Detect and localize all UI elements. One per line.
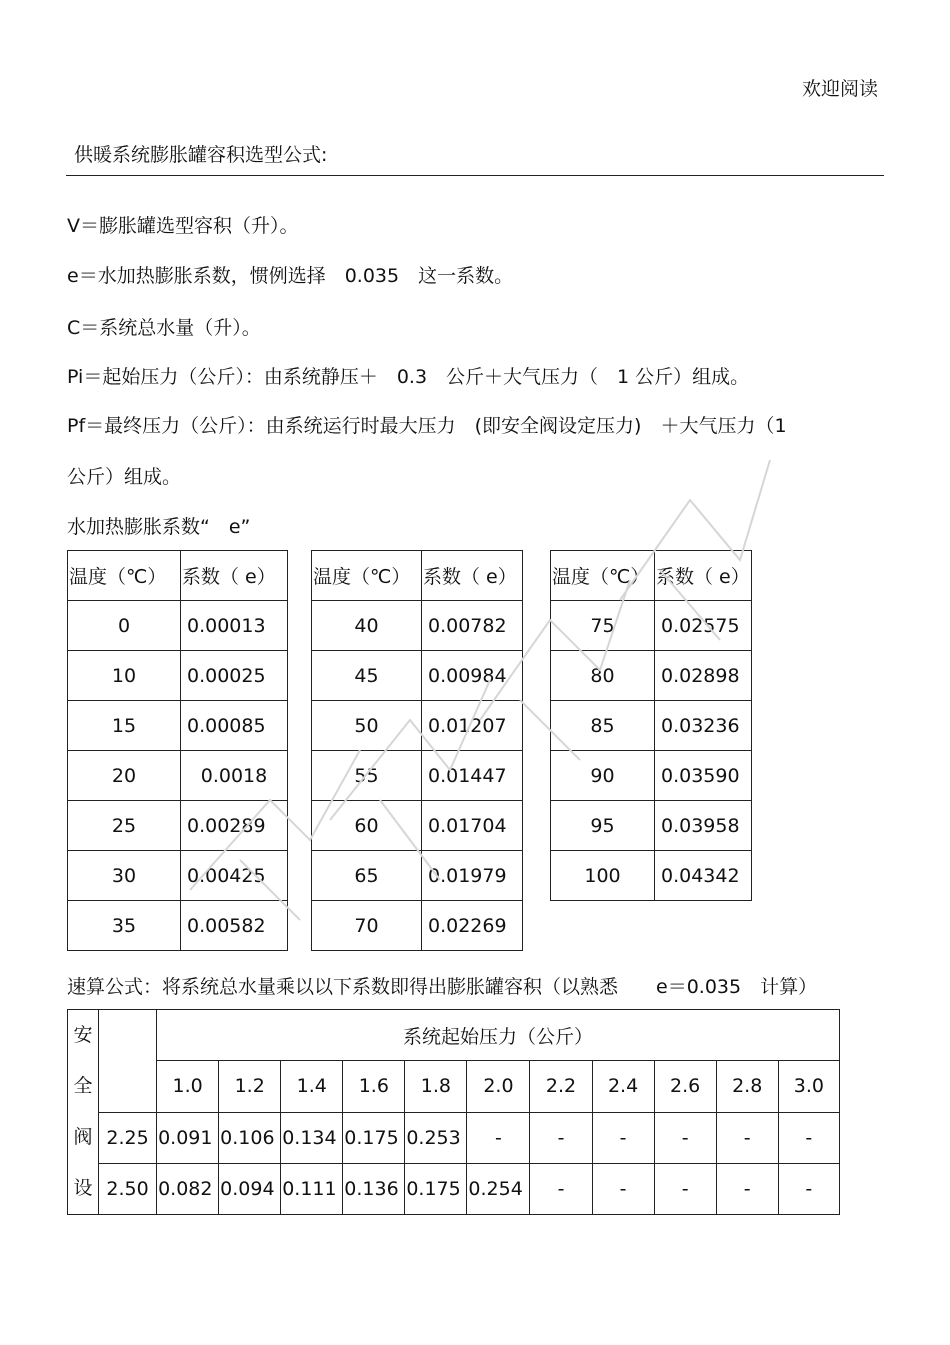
table-row xyxy=(551,751,752,801)
temperature-cell: 35 xyxy=(68,901,181,951)
table-header-row xyxy=(68,1010,840,1061)
valve-setting-cell: 2.50 xyxy=(99,1163,157,1214)
coefficient-cell: 0.01447 xyxy=(422,751,523,801)
value-cell: 0.254 xyxy=(467,1163,530,1214)
value-cell: 0.082 xyxy=(157,1163,219,1214)
coefficient-cell: 0.01207 xyxy=(422,701,523,751)
table-row xyxy=(551,601,752,651)
coefficient-heading: 水加热膨胀系数“ e” xyxy=(67,516,251,538)
definition-pi: Pi＝起始压力（公斤）：由系统静压＋ 0.3 公斤＋大气压力（ 1 公斤）组成。 xyxy=(67,366,750,388)
temperature-cell: 20 xyxy=(68,751,181,801)
temperature-cell: 10 xyxy=(68,651,181,701)
temperature-cell: 95 xyxy=(551,801,655,851)
table-header-row xyxy=(312,551,523,601)
pressure-cell: 1.2 xyxy=(219,1061,281,1112)
temperature-cell: 85 xyxy=(551,701,655,751)
title-divider xyxy=(66,175,884,176)
document-title: 供暖系统膨胀罐容积选型公式: xyxy=(74,144,328,166)
table-row xyxy=(68,601,288,651)
welcome-text: 欢迎阅读 xyxy=(801,78,878,100)
table-row xyxy=(68,701,288,751)
coefficient-table-2 xyxy=(311,550,523,951)
temperature-cell: 90 xyxy=(551,751,655,801)
coefficient-cell: 0.00085 xyxy=(181,701,288,751)
coefficient-cell: 0.0018 xyxy=(181,751,288,801)
temperature-cell: 60 xyxy=(312,801,422,851)
value-cell: - xyxy=(778,1163,839,1214)
temperature-cell: 55 xyxy=(312,751,422,801)
coefficient-cell: 0.02898 xyxy=(655,651,752,701)
side-char: 安 xyxy=(73,1024,93,1046)
temperature-cell: 30 xyxy=(68,851,181,901)
value-cell: - xyxy=(467,1112,530,1163)
temperature-cell: 15 xyxy=(68,701,181,751)
value-cell: - xyxy=(530,1112,592,1163)
coefficient-cell: 0.00425 xyxy=(181,851,288,901)
coefficient-cell: 0.04342 xyxy=(655,851,752,901)
pressure-cell: 1.6 xyxy=(343,1061,405,1112)
header-temperature: 温度（℃） xyxy=(68,551,181,601)
header-coefficient: 系数（ e） xyxy=(655,551,752,601)
side-char: 阀 xyxy=(73,1126,93,1148)
pressure-cell: 3.0 xyxy=(778,1061,839,1112)
coefficient-cell: 0.03236 xyxy=(655,701,752,751)
pressure-cell: 2.2 xyxy=(530,1061,592,1112)
temperature-cell: 25 xyxy=(68,801,181,851)
coefficient-table-3 xyxy=(550,550,752,901)
pressure-row xyxy=(68,1061,840,1112)
value-cell: 0.136 xyxy=(343,1163,405,1214)
table-row xyxy=(551,701,752,751)
table-row xyxy=(312,851,523,901)
pressure-cell: 2.8 xyxy=(716,1061,778,1112)
table-row xyxy=(551,851,752,901)
coefficient-cell: 0.03590 xyxy=(655,751,752,801)
table-row xyxy=(68,1163,840,1214)
temperature-cell: 100 xyxy=(551,851,655,901)
value-cell: 0.175 xyxy=(343,1112,405,1163)
value-cell: 0.253 xyxy=(405,1112,467,1163)
value-cell: 0.091 xyxy=(157,1112,219,1163)
header-temperature: 温度（℃） xyxy=(312,551,422,601)
definition-pf-continued: 公斤）组成。 xyxy=(67,466,182,488)
table-row xyxy=(68,801,288,851)
side-char: 设 xyxy=(73,1177,93,1199)
table-row xyxy=(68,901,288,951)
temperature-cell: 40 xyxy=(312,601,422,651)
table-row xyxy=(312,901,523,951)
empty-corner-cell xyxy=(99,1010,157,1113)
table-row xyxy=(312,601,523,651)
coefficient-cell: 0.00289 xyxy=(181,801,288,851)
pressure-cell: 2.6 xyxy=(654,1061,716,1112)
temperature-cell: 70 xyxy=(312,901,422,951)
table-row xyxy=(312,751,523,801)
value-cell: - xyxy=(654,1112,716,1163)
definition-v: V＝膨胀罐选型容积（升）。 xyxy=(67,215,299,237)
definition-pf: Pf＝最终压力（公斤）：由系统运行时最大压力 (即安全阀设定压力) ＋大气压力（1 xyxy=(67,415,787,437)
table-row xyxy=(68,851,288,901)
coefficient-table-1 xyxy=(67,550,288,951)
table-row xyxy=(68,1112,840,1163)
side-char: 全 xyxy=(73,1075,93,1097)
table-row xyxy=(68,651,288,701)
coefficient-cell: 0.02269 xyxy=(422,901,523,951)
valve-setting-cell: 2.25 xyxy=(99,1112,157,1163)
value-cell: - xyxy=(716,1112,778,1163)
pressure-cell: 1.4 xyxy=(281,1061,343,1112)
coefficient-cell: 0.00582 xyxy=(181,901,288,951)
pressure-cell: 1.8 xyxy=(405,1061,467,1112)
table-row xyxy=(551,651,752,701)
header-coefficient: 系数（ e） xyxy=(181,551,288,601)
coefficient-cell: 0.03958 xyxy=(655,801,752,851)
header-coefficient: 系数（ e） xyxy=(422,551,523,601)
value-cell: 0.106 xyxy=(219,1112,281,1163)
value-cell: 0.175 xyxy=(405,1163,467,1214)
table-row xyxy=(312,701,523,751)
table-row xyxy=(68,751,288,801)
value-cell: - xyxy=(592,1112,654,1163)
pressure-cell: 1.0 xyxy=(157,1061,219,1112)
coefficient-cell: 0.00025 xyxy=(181,651,288,701)
initial-pressure-header: 系统起始压力（公斤） xyxy=(157,1010,840,1061)
pressure-cell: 2.0 xyxy=(467,1061,530,1112)
temperature-cell: 45 xyxy=(312,651,422,701)
coefficient-cell: 0.00013 xyxy=(181,601,288,651)
definition-e: e＝水加热膨胀系数，惯例选择 0.035 这一系数。 xyxy=(67,265,514,287)
value-cell: - xyxy=(716,1163,778,1214)
coefficient-cell: 0.01704 xyxy=(422,801,523,851)
value-cell: - xyxy=(530,1163,592,1214)
value-cell: 0.111 xyxy=(281,1163,343,1214)
temperature-cell: 80 xyxy=(551,651,655,701)
table-header-row xyxy=(68,551,288,601)
coefficient-cell: 0.02575 xyxy=(655,601,752,651)
table-row xyxy=(312,801,523,851)
value-cell: 0.134 xyxy=(281,1112,343,1163)
table-row xyxy=(551,801,752,851)
header-temperature: 温度（℃） xyxy=(551,551,655,601)
safety-valve-label xyxy=(68,1010,99,1215)
pressure-cell: 2.4 xyxy=(592,1061,654,1112)
coefficient-cell: 0.01979 xyxy=(422,851,523,901)
coefficient-cell: 0.00984 xyxy=(422,651,523,701)
coefficient-cell: 0.00782 xyxy=(422,601,523,651)
quick-formula-text: 速算公式：将系统总水量乘以以下系数即得出膨胀罐容积（以熟悉 e＝0.035 计算） xyxy=(67,976,818,998)
temperature-cell: 50 xyxy=(312,701,422,751)
temperature-cell: 0 xyxy=(68,601,181,651)
value-cell: - xyxy=(778,1112,839,1163)
quick-coefficient-table xyxy=(67,1009,840,1215)
definition-c: C＝系统总水量（升）。 xyxy=(67,317,261,339)
table-row xyxy=(312,651,523,701)
table-header-row xyxy=(551,551,752,601)
temperature-cell: 75 xyxy=(551,601,655,651)
value-cell: - xyxy=(654,1163,716,1214)
temperature-cell: 65 xyxy=(312,851,422,901)
value-cell: 0.094 xyxy=(219,1163,281,1214)
value-cell: - xyxy=(592,1163,654,1214)
